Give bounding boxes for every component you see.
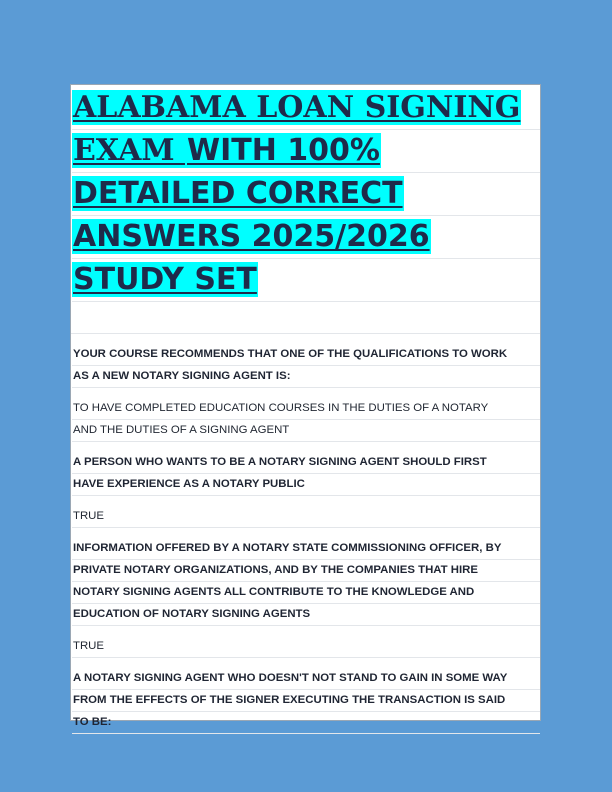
question-line: A NOTARY SIGNING AGENT WHO DOESN'T NOT STAND TO GAIN IN SOME WAY [72, 668, 540, 690]
question-block [72, 658, 540, 734]
question-line: INFORMATION OFFERED BY A NOTARY STATE COMMISSIONING OFFICER, BY [72, 538, 540, 560]
question-block [72, 334, 540, 388]
title-line-3: DETAILED CORRECT [73, 176, 403, 211]
answer-line: TRUE [72, 506, 540, 528]
answer-line: AND THE DUTIES OF A SIGNING AGENT [72, 420, 540, 442]
question-line: EDUCATION OF NOTARY SIGNING AGENTS [72, 604, 540, 626]
title-line-5: STUDY SET [73, 262, 257, 297]
answer-block [72, 388, 540, 442]
question-line: PRIVATE NOTARY ORGANIZATIONS, AND BY THE COMPANIES THAT HIRE [72, 560, 540, 582]
spacer [71, 302, 540, 334]
answer-line: TRUE [72, 636, 540, 658]
qa-list [71, 334, 540, 734]
answer-line: TO HAVE COMPLETED EDUCATION COURSES IN THE DUTIES OF A NOTARY [72, 398, 540, 420]
question-line: YOUR COURSE RECOMMENDS THAT ONE OF THE QUALIFICATIONS TO WORK [72, 344, 540, 366]
question-line: FROM THE EFFECTS OF THE SIGNER EXECUTING THE TRANSACTION IS SAID [72, 690, 540, 712]
question-block [72, 528, 540, 626]
question-line: HAVE EXPERIENCE AS A NOTARY PUBLIC [72, 474, 540, 496]
question-line: NOTARY SIGNING AGENTS ALL CONTRIBUTE TO THE KNOWLEDGE AND [72, 582, 540, 604]
title-line-4: ANSWERS 2025/2026 [73, 219, 430, 254]
question-line: A PERSON WHO WANTS TO BE A NOTARY SIGNING AGENT SHOULD FIRST [72, 452, 540, 474]
title-line-1: ALABAMA LOAN SIGNING [73, 90, 521, 125]
question-block [72, 442, 540, 496]
question-line: TO BE: [72, 712, 540, 734]
document-title [71, 85, 540, 302]
answer-block [72, 626, 540, 658]
answer-block [72, 496, 540, 528]
title-line-2b: WITH 100% [187, 133, 380, 168]
document-page [70, 84, 541, 728]
title-line-2a: EXAM [73, 133, 186, 168]
question-line: AS A NEW NOTARY SIGNING AGENT IS: [72, 366, 540, 388]
